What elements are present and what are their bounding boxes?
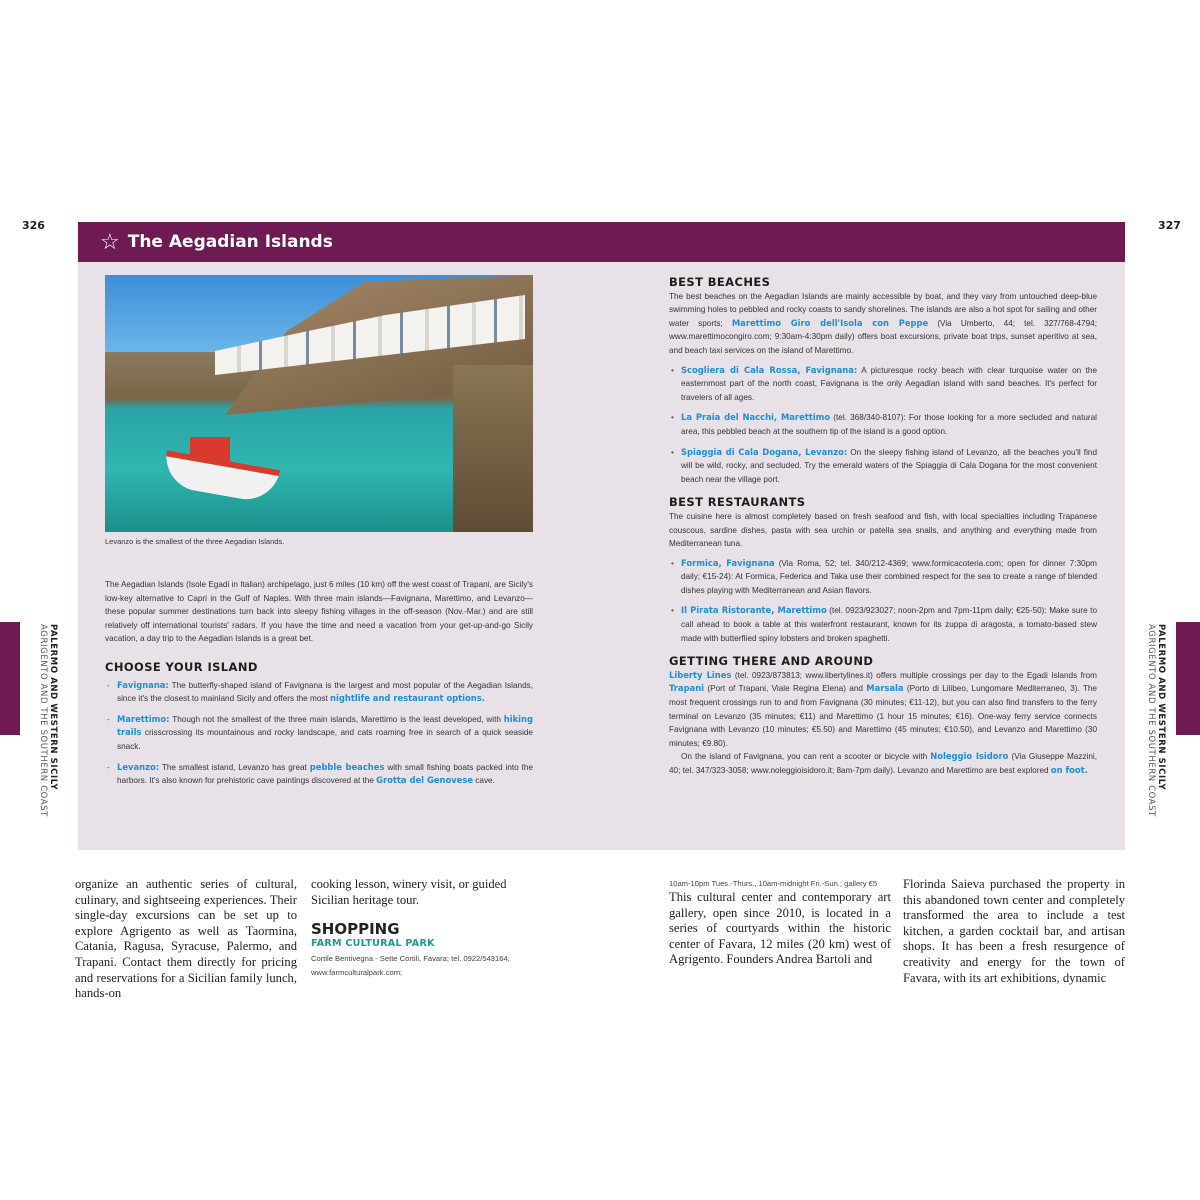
- list-item: [105, 713, 533, 754]
- text-segment: (tel. 0923/923027; noon-2pm and 7pm-11pm daily; €25-50): Make sure to call ahead to book a table at this waterfront restaurant, known for its zuppa di aragosta, a tomato-based stew made with butterflied spiny lobsters and broken spaghetti.: [681, 606, 1097, 643]
- list-item: [105, 761, 533, 788]
- chapter-label-right: [1146, 624, 1166, 817]
- text-segment: cave.: [473, 776, 495, 786]
- farm-info: Cortile Bentivegna - Sette Cortili, Favara; tel. 0922/543164; www.farmculturalpark.com;: [311, 954, 510, 978]
- text-segment: (Port of Trapani, Viale Regina Elena) and: [704, 684, 867, 694]
- text-segment: The best beaches on the Aegadian Islands are mainly accessible by boat, and they vary from untouched deep-blue swimming holes to pebbled and rocky coasts to sandy shorelines. The islands are also a hot spot for sailing and other water sports;: [669, 291, 1097, 328]
- text-segment: (tel. 0923/873813; www.libertylines.it) offers multiple crossings per day to the Egadi Islands from: [731, 670, 1097, 680]
- beaches-heading: BEST BEACHES: [669, 275, 771, 289]
- farm-heading: FARM CULTURAL PARK: [311, 938, 435, 950]
- list-item: [669, 557, 1097, 598]
- highlight-link[interactable]: on foot.: [1050, 765, 1088, 775]
- choose-heading: CHOOSE YOUR ISLAND: [105, 659, 258, 674]
- highlight-link[interactable]: Formica, Favignana: [681, 557, 775, 568]
- text-segment: The cuisine here is almost completely based on fresh seafood and fish, with local specialties including Trapanese couscous, sardine dishes, pasta with sea urchin or patella sea snails, and anything and everything made from Mediterranean tuna.: [669, 511, 1097, 549]
- chapter-subtitle: AGRIGENTO AND THE SOUTHERN COAST: [1146, 624, 1156, 817]
- section-header: [78, 222, 1125, 262]
- bottom-column-2: [311, 877, 526, 980]
- list-item: [669, 604, 1097, 645]
- highlight-link[interactable]: Marettimo Giro dell'Isola con Peppe: [731, 317, 929, 328]
- text-segment: Though not the smallest of the three main islands, Marettimo is the least developed, with: [169, 714, 504, 724]
- tour-text: cooking lesson, winery visit, or guided Sicilian heritage tour.: [311, 877, 507, 907]
- text-segment: On the sleepy fishing island of Levanzo, all the beaches you'll find will be wild, rocky, and secluded. Try the emerald waters of the Spiaggia di Cala Dogana for the most convenient beach near the village port.: [681, 447, 1097, 484]
- restaurants-list: [669, 557, 1097, 646]
- text-segment: (tel. 368/340-8107): For those looking for a more secluded and natural area, this pebbled beach at the southern tip of the island is a good option.: [681, 413, 1097, 436]
- beaches-intro: [669, 290, 1097, 358]
- highlight-link[interactable]: Il Pirata Ristorante, Marettimo: [681, 605, 827, 616]
- text-segment: The smallest island, Levanzo has great: [159, 762, 310, 772]
- chapter-subtitle: AGRIGENTO AND THE SOUTHERN COAST: [38, 624, 48, 817]
- chapter-tab-right: [1176, 622, 1200, 735]
- highlight-link[interactable]: Spiaggia di Cala Dogana, Levanzo:: [681, 446, 848, 457]
- getting-paragraph-1: [669, 669, 1097, 751]
- getting-heading: GETTING THERE AND AROUND: [669, 654, 874, 669]
- restaurants-intro: [669, 510, 1097, 551]
- list-item: [669, 411, 1097, 438]
- list-item: [669, 446, 1097, 487]
- page-number-right: 327: [1158, 219, 1181, 232]
- highlight-link[interactable]: La Praia del Nacchi, Marettimo: [681, 412, 831, 423]
- text-segment: with small fishing boats packed into the harbors. It's also known for prehistoric cave paintings discovered at the: [117, 762, 533, 786]
- highlight-link[interactable]: Marsala: [866, 683, 904, 694]
- text-segment: On the island of Favignana, you can rent a scooter or bicycle with: [681, 752, 931, 762]
- star-icon: ☆: [100, 229, 120, 254]
- highlight-link[interactable]: pebble beaches: [309, 761, 385, 772]
- intro-paragraph: The Aegadian Islands (Isole Egadi in Italian) archipelago, just 6 miles (10 km) off the west coast of Trapani, are Sicily's low-key alternative to Capri in the Gulf of Naples. With three main islands—Favignana, Marettimo, and Levanzo—these popular summer destinations turn back into sleepy fishing villages in the off-season (Nov.-Mar.) and are still relatively off international tourists' radars. If you have the time and need a vacation from your get-up-and-go Sicily vacation, a day trip to the Aegadian Islands is a great bet.: [105, 580, 533, 644]
- highlight-link[interactable]: Trapani: [669, 683, 705, 694]
- choose-list: [105, 679, 533, 788]
- page-number-left: 326: [22, 219, 45, 232]
- highlight-link[interactable]: Marettimo:: [117, 713, 170, 724]
- chapter-label-left: [38, 624, 58, 817]
- photo-caption: Levanzo is the smallest of the three Aegadian Islands.: [105, 537, 285, 546]
- bottom-column-1: organize an authentic series of cultural, culinary, and sightseeing experiences. Their single-day excursions can be set up to explore Agrigento as well as Taormina, Catania, Ragusa, Syracuse, Palermo, and Trapani. Contact them directly for pricing and reservations for a Sicilian family lunch, hands-on: [75, 877, 297, 1001]
- text-segment: (Porto di Lilibeo, Lungomare Mediterraneo, 3). The most frequent crossings run to and from Favignana (30 minutes; €11-12), but you can also find transfers to the ferry terminal on Levanzo (35 minutes; €11) and Marettimo (1 hour 15 minutes; €16). One-way ferry service connects Favignana with Levanzo (10 minutes; €5.50) and Marettimo (45 minutes; €10.50), and Levanzo and Marettimo (30 minutes; €9.80).: [669, 684, 1097, 748]
- restaurants-heading: BEST RESTAURANTS: [669, 495, 806, 510]
- farm-description: This cultural center and contemporary art gallery, open since 2010, is located in a series of courtyards within the historic center of Favara, 12 miles (20 km) west of Agrigento. Founders Andrea Bartoli and: [669, 890, 891, 967]
- list-item: [669, 364, 1097, 405]
- chapter-tab-left: [0, 622, 20, 735]
- shopping-heading: SHOPPING: [311, 920, 400, 939]
- left-column: [105, 578, 533, 795]
- highlight-link[interactable]: hiking trails: [117, 713, 533, 738]
- bottom-column-4: Florinda Saieva purchased the property in this abandoned town center and completely transformed the area to include a test kitchen, a garden cocktail bar, and artisan shops. It has been a fresh resurgence of creativity and energy for the town of Favara, with its art exhibitions, dynamic: [903, 877, 1125, 985]
- highlight-link[interactable]: nightlife and restaurant options.: [330, 693, 485, 704]
- text-segment: (Via Umberto, 44; tel. 327/768-4794; www.marettimocongiro.com; 9:30am-4:30pm daily) offers boat excursions, private boat trips, sunset aperitivo at sea, and beach taxi services on the island of Marettimo.: [669, 318, 1097, 355]
- bottom-column-3: [669, 877, 891, 968]
- highlight-link[interactable]: Noleggio Isidoro: [930, 751, 1009, 762]
- right-column: [669, 276, 1097, 778]
- list-item: [105, 679, 533, 706]
- section-title: The Aegadian Islands: [127, 232, 333, 252]
- text-segment: (Via Roma, 52; tel. 340/212-4369; www.formicacoteria.com; open for dinner 7:30pm daily; €15-24): At Formica, Federica and Taka use their combined respect for the sea to create a range of blended dishes playing with Mediterranean and Asian flavors.: [681, 558, 1097, 595]
- chapter-title: PALERMO AND WESTERN SICILY: [48, 624, 58, 791]
- highlight-link[interactable]: Levanzo:: [117, 761, 160, 772]
- highlight-link[interactable]: Liberty Lines: [669, 669, 732, 680]
- text-segment: A picturesque rocky beach with clear turquoise water on the easternmost part of the north coast, Favignana is the only Aegadian island with sand beaches. It's perfect for travelers of all ages.: [681, 365, 1097, 402]
- farm-hours: 10am-10pm Tues.-Thurs., 10am-midnight Fri.-Sun.; gallery €5: [669, 879, 878, 888]
- island-photo: [105, 275, 533, 532]
- beaches-list: [669, 364, 1097, 487]
- text-segment: crisscrossing its mountainous and rocky landscape, and cats roaming free in search of a quick seaside snack.: [117, 728, 533, 751]
- text-segment: (Via Giuseppe Mazzini, 40; tel. 347/323-3058; www.noleggioisidoro.it; 8am-7pm daily). Levanzo and Marettimo are best explored: [669, 752, 1098, 775]
- getting-paragraph-2: [669, 750, 1097, 777]
- highlight-link[interactable]: Favignana:: [117, 679, 169, 690]
- chapter-title: PALERMO AND WESTERN SICILY: [1156, 624, 1166, 791]
- highlight-link[interactable]: Scogliera di Cala Rossa, Favignana:: [681, 364, 858, 375]
- text-segment: The butterfly-shaped island of Favignana is the largest and most popular of the Aegadian Islands, since it's the closest to mainland Sicily and offers the most: [117, 680, 533, 704]
- highlight-link[interactable]: Grotta del Genovese: [376, 775, 474, 786]
